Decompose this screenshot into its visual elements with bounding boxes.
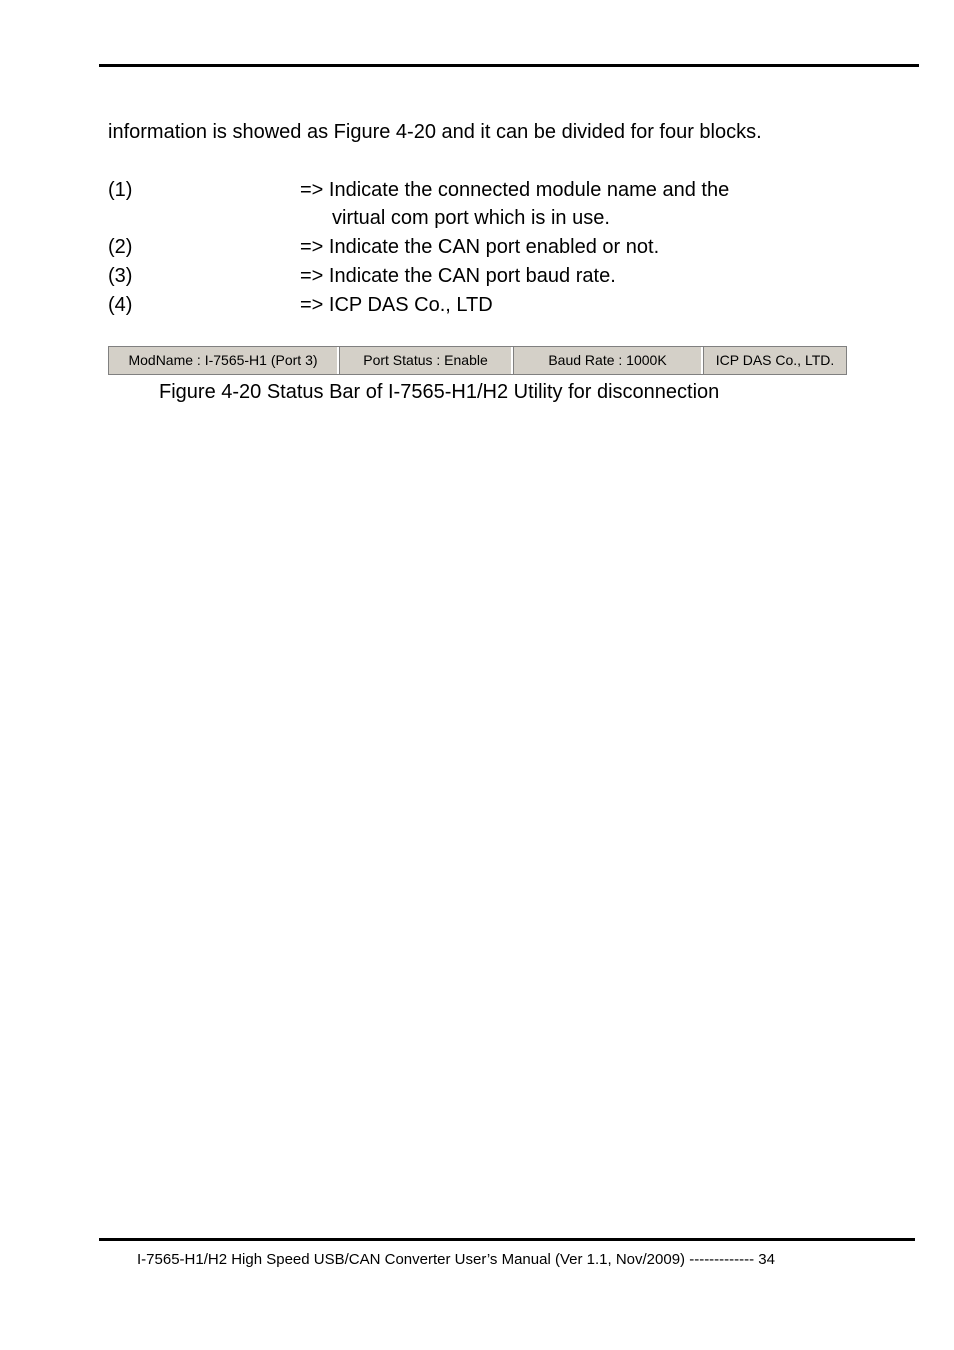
page-footer: I-7565-H1/H2 High Speed USB/CAN Converter User’s Manual (Ver 1.1, Nov/2009) ------------- 34: [137, 1251, 775, 1268]
block-description-continued: virtual com port which is in use.: [332, 207, 610, 229]
status-pane-company: ICP DAS Co., LTD.: [703, 347, 846, 374]
status-pane-module-name: ModName : I-7565-H1 (Port 3): [109, 347, 339, 374]
status-bar: [108, 346, 847, 375]
block-number: (3): [108, 265, 133, 287]
block-number: (1): [108, 179, 133, 201]
block-description: => Indicate the CAN port baud rate.: [300, 265, 616, 287]
block-number: (4): [108, 294, 133, 316]
status-pane-port-status: Port Status : Enable: [339, 347, 513, 374]
status-pane-baud-rate: Baud Rate : 1000K: [513, 347, 703, 374]
intro-paragraph: information is showed as Figure 4-20 and it can be divided for four blocks.: [108, 121, 762, 143]
footer-rule: [99, 1238, 915, 1241]
header-rule: [99, 64, 919, 67]
figure-caption: Figure 4-20 Status Bar of I-7565-H1/H2 Utility for disconnection: [159, 381, 720, 403]
block-description: => Indicate the connected module name and the virtual com port which is in use.: [300, 176, 729, 232]
block-description: => Indicate the CAN port enabled or not.: [300, 236, 660, 258]
block-description: => ICP DAS Co., LTD: [300, 294, 493, 316]
block-number: (2): [108, 236, 133, 258]
